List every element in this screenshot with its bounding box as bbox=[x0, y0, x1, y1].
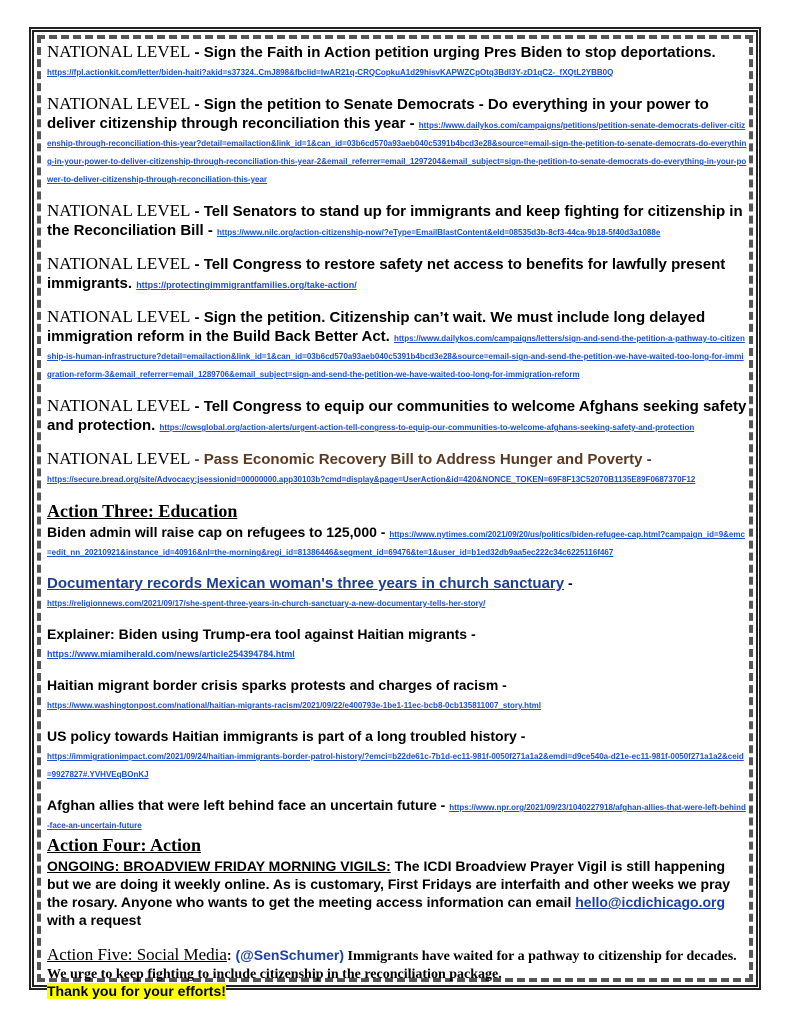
petition-link[interactable]: https://secure.bread.org/site/Advocacy;jsessionid=00000000.app30103b?cmd=display&page=UserAction&id=420&NONCE_TOKEN=69F8F13C52070B1135E89F0687370F12 bbox=[47, 475, 696, 484]
national-item-4 bbox=[47, 254, 747, 293]
item-title: - Pass Economic Recovery Bill to Address Hunger and Poverty - bbox=[190, 451, 652, 468]
title-suffix: - bbox=[467, 626, 476, 642]
education-item-1 bbox=[47, 523, 747, 560]
article-link[interactable]: https://religionnews.com/2021/09/17/she-spent-three-years-in-church-sanctuary-a-new-documentary-tells-her-story/ bbox=[47, 599, 486, 608]
twitter-handle[interactable]: (@SenSchumer) bbox=[235, 947, 345, 963]
document-body bbox=[47, 42, 747, 1015]
national-item-1 bbox=[47, 42, 747, 80]
article-title: Explainer: Biden using Trump-era tool against Haitian migrants bbox=[47, 626, 468, 642]
article-title: Biden admin will raise cap on refugees to 125,000 - bbox=[47, 524, 390, 540]
title-suffix: - bbox=[564, 575, 573, 591]
item-title: - Tell Congress to restore safety net access to benefits for lawfully present immigrants. bbox=[47, 256, 726, 292]
vigil-body: The ICDI Broadview Prayer Vigil is still happening but we are doing it weekly online. As is customary, First Fridays are interfaith and other weeks we pray the rosary. Anyone who wants to get the meeting access information can email bbox=[47, 858, 731, 910]
action-five-heading: Action Five: Social Media bbox=[47, 945, 227, 964]
vigil-paragraph bbox=[47, 857, 747, 929]
article-title-link[interactable]: Documentary records Mexican woman's three years in church sanctuary bbox=[47, 575, 565, 592]
level-label: NATIONAL LEVEL bbox=[47, 42, 191, 61]
education-item-5 bbox=[47, 727, 747, 782]
heading-colon: : bbox=[226, 947, 236, 963]
item-title: - Sign the petition. Citizenship can’t wait. We must include long delayed immigration reform in the Build Back Better Act. bbox=[47, 309, 706, 345]
national-item-7 bbox=[47, 449, 747, 487]
action-three-heading: Action Three: Education bbox=[47, 501, 238, 521]
item-title: - Tell Congress to equip our communities to welcome Afghans seeking safety and protection. bbox=[47, 398, 747, 434]
article-link[interactable]: https://immigrationimpact.com/2021/09/24/haitian-immigrants-border-patrol-history/?emci=b22de61c-7b1d-ec11-981f-0050f271a1a2&emdi=d9ce540a-d21e-ec11-981f-0050f271a1a2&ceid=9927827#.YVHVEqBOnKJ bbox=[47, 752, 744, 779]
petition-link[interactable]: https://cwsglobal.org/action-alerts/urgent-action-tell-congress-to-equip-our-communities-to-welcome-afghans-seeking-safety-and-protection bbox=[159, 423, 695, 432]
national-item-5 bbox=[47, 307, 747, 382]
action-four-heading: Action Four: Action bbox=[47, 835, 201, 855]
petition-link[interactable]: https://fpl.actionkit.com/letter/biden-haiti?akid=s37324..CmJ898&fbclid=IwAR21q-CRQCopkuA1d29hisvKAPWZCpOtq3Bdl3Y-zD1qC2-_fXQtL2YBB0Q bbox=[47, 68, 614, 77]
article-link[interactable]: https://www.npr.org/2021/09/23/1040227918/afghan-allies-that-were-left-behind-face-an-uncertain-future bbox=[47, 803, 746, 830]
petition-link[interactable]: https://www.dailykos.com/campaigns/petitions/petition-senate-democrats-deliver-citizenship-through-reconciliation-this-year?detail=emailaction&link_id=1&can_id=03b6cd570a93aeb040c5391b4bcd3e28&source=email-sign-the-petition-to-senate-democrats-do-everything-in-your-power-to-deliver-citizenship-through-reconciliation-this-year-2&email_referrer=email_1297204&email_subject=sign-the-petition-to-senate-democrats-do-everything-in-your-power-to-deliver-citizenship-through-reconciliation-this-year bbox=[47, 121, 747, 184]
education-item-2 bbox=[47, 574, 747, 611]
article-link[interactable]: https://www.washingtonpost.com/national/haitian-migrants-racism/2021/09/22/e400793e-1be1-11ec-bcb8-0cb135811007_story.html bbox=[47, 701, 541, 710]
level-label: NATIONAL LEVEL bbox=[47, 201, 191, 220]
level-label: NATIONAL LEVEL bbox=[47, 449, 191, 468]
article-title: US policy towards Haitian immigrants is part of a long troubled history - bbox=[47, 728, 526, 744]
national-item-2 bbox=[47, 94, 747, 187]
national-item-6 bbox=[47, 396, 747, 435]
education-item-6 bbox=[47, 796, 747, 833]
article-link[interactable]: https://www.nytimes.com/2021/09/20/us/politics/biden-refugee-cap.html?campaign_id=9&emc=edit_nn_20210921&instance_id=40916&nl=the-morning&regi_id=81386446&segment_id=69476&te=1&user_id=b1ed32db9aa5ec222c34c6225116f467 bbox=[47, 530, 745, 557]
thanks-highlight: Thank you for your efforts! bbox=[47, 983, 226, 999]
petition-link[interactable]: https://www.dailykos.com/campaigns/letters/sign-and-send-the-petition-a-pathway-to-citizenship-is-human-infrastructure?detail=emailaction&link_id=1&can_id=03b6cd570a93aeb040c5391b4bcd3e28&source=email-sign-and-send-the-petition-we-have-waited-too-long-for-immigration-reform-3&email_referrer=email_1289706&email_subject=sign-and-send-the-petition-we-have-waited-too-long-for-immigration-reform bbox=[47, 334, 745, 379]
social-media-section bbox=[47, 945, 747, 1001]
email-link[interactable]: hello@icdichicago.org bbox=[575, 894, 726, 910]
social-message: Immigrants have waited for a pathway to citizenship for decades. We urge to keep fighting to include citizenship in the reconciliation package. bbox=[47, 949, 737, 982]
article-title: Haitian migrant border crisis sparks protests and charges of racism - bbox=[47, 677, 507, 693]
education-item-4 bbox=[47, 676, 747, 713]
level-label: NATIONAL LEVEL bbox=[47, 94, 191, 113]
item-title: - Sign the petition to Senate Democrats - Do everything in your power to deliver citizenship through reconciliation this year - bbox=[47, 96, 709, 132]
item-title: - Sign the Faith in Action petition urging Pres Biden to stop deportations. bbox=[190, 44, 716, 61]
article-title: Afghan allies that were left behind face an uncertain future - bbox=[47, 797, 450, 813]
level-label: NATIONAL LEVEL bbox=[47, 254, 191, 273]
level-label: NATIONAL LEVEL bbox=[47, 307, 191, 326]
level-label: NATIONAL LEVEL bbox=[47, 396, 191, 415]
article-link[interactable]: https://www.miamiherald.com/news/article254394784.html bbox=[47, 649, 295, 659]
item-title: - Tell Senators to stand up for immigrants and keep fighting for citizenship in the Reconciliation Bill - bbox=[47, 203, 743, 239]
petition-link[interactable]: https://www.nilc.org/action-citizenship-now/?eType=EmailBlastContent&eld=08535d3b-8cf3-44ca-9b18-5f40d3a1088e bbox=[217, 228, 661, 237]
vigil-tail: with a request bbox=[47, 912, 142, 928]
national-item-3 bbox=[47, 201, 747, 240]
education-item-3 bbox=[47, 625, 747, 662]
vigil-lead: ONGOING: BROADVIEW FRIDAY MORNING VIGILS: bbox=[47, 858, 391, 874]
petition-link[interactable]: https://protectingimmigrantfamilies.org/take-action/ bbox=[136, 280, 357, 290]
